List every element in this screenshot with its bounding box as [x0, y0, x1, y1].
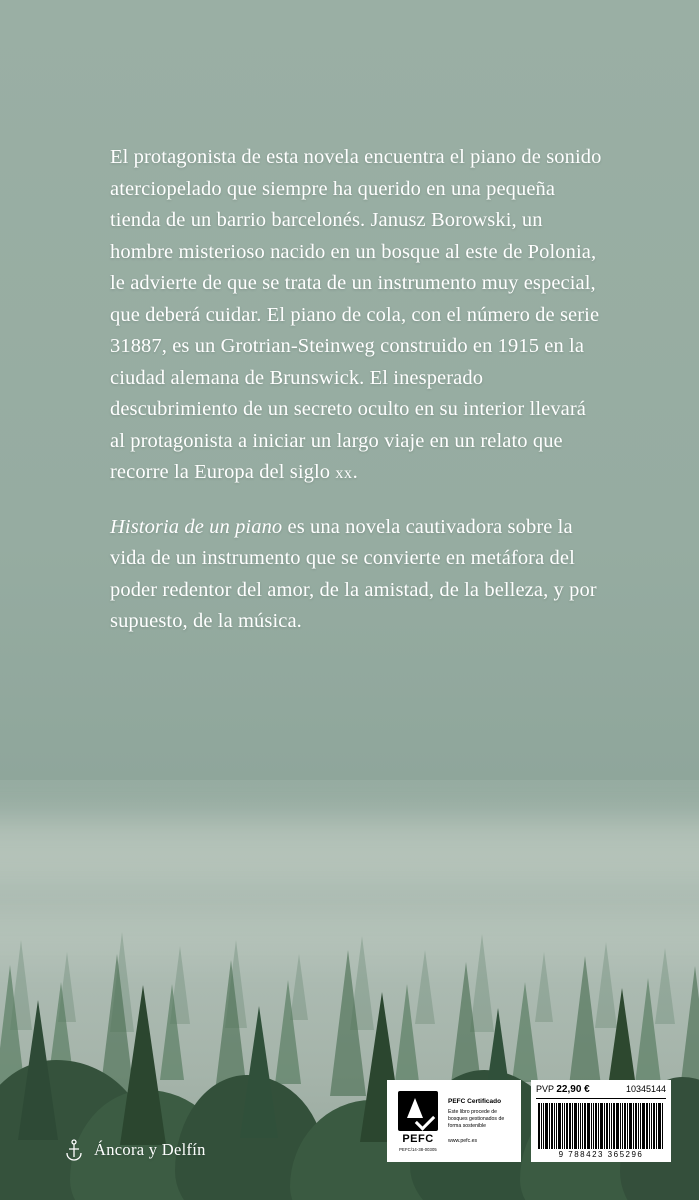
- anchor-dolphin-icon: [64, 1138, 84, 1162]
- pefc-tree-icon: [398, 1091, 438, 1131]
- pefc-title: PEFC Certificado: [448, 1098, 502, 1105]
- price-value: 22,90 €: [556, 1084, 590, 1095]
- imprint: [64, 1138, 206, 1162]
- pefc-description: Este libro procede de bosques gestionados de forma sostenible: [448, 1109, 505, 1129]
- back-cover-blurb: [110, 142, 602, 638]
- blurb-text-2: es una novela cautivadora sobre la vida de un instrumento que se convierte en metáfora del poder redentor del amor, de la amistad, de la belleza, y por supuesto, de la música.: [110, 515, 597, 632]
- price-barcode-box: [531, 1080, 671, 1162]
- blurb-paragraph-2: [110, 512, 602, 638]
- pefc-text-block: [448, 1085, 516, 1157]
- pefc-certification-box: [387, 1080, 521, 1162]
- blurb-text-1: El protagonista de esta novela encuentra el piano de sonido aterciopelado que siempre ha querido en una pequeña tienda de un barrio barcelonés. Janusz Borowski, un hombre misterioso nacido en un bosque al este de Polonia, le advierte de que se trata de un instrumento muy especial, que deberá cuidar. El piano de cola, con el número de serie 31887, es un Grotrian-Steinweg construido en 1915 en la ciudad alemana de Brunswick. El inesperado descubrimiento de un secreto oculto en su interior llevará al protagonista a iniciar un largo viaje en un relato que recorre la Europa del siglo: [110, 146, 602, 483]
- imprint-label: Áncora y Delfín: [94, 1140, 206, 1159]
- item-code: 10345144: [625, 1084, 666, 1094]
- pefc-url: www.pefc.es: [448, 1138, 478, 1144]
- price-row: [536, 1084, 666, 1099]
- pefc-certificate-code: PEFC/14-38-00305: [399, 1146, 437, 1152]
- conifer: [240, 1006, 278, 1138]
- century-period: .: [352, 461, 358, 483]
- conifer: [120, 985, 166, 1145]
- pvp-block: [536, 1084, 590, 1095]
- century-smallcaps: xx: [335, 465, 353, 482]
- conifer: [18, 1000, 58, 1140]
- pefc-logo: [392, 1085, 444, 1157]
- blurb-paragraph-1: [110, 142, 602, 490]
- pvp-label: PVP: [536, 1084, 554, 1094]
- isbn-digits: 9 788423 365296: [558, 1150, 644, 1159]
- barcode: [536, 1102, 666, 1149]
- book-title-italic: Historia de un piano: [110, 515, 283, 538]
- pefc-wordmark: PEFC: [402, 1132, 434, 1145]
